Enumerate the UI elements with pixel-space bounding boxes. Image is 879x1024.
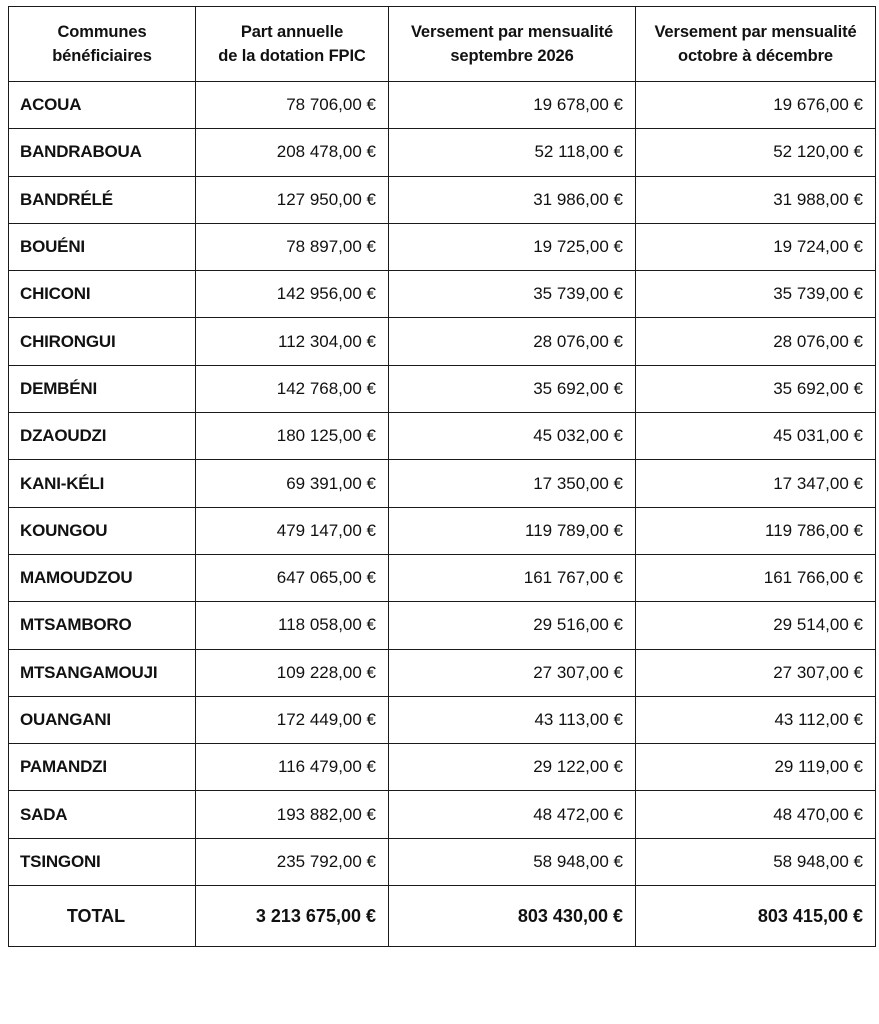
september-payment-cell: 45 032,00 € xyxy=(389,413,636,460)
header-september-payment xyxy=(389,7,636,82)
header-annual-line2: de la dotation FPIC xyxy=(218,47,366,65)
september-payment-cell: 35 739,00 € xyxy=(389,271,636,318)
commune-cell: TSINGONI xyxy=(9,838,196,885)
table-row xyxy=(9,838,876,885)
commune-cell: DZAOUDZI xyxy=(9,413,196,460)
header-octdec-line2: octobre à décembre xyxy=(677,47,833,65)
annual-share-cell: 78 897,00 € xyxy=(196,223,389,270)
september-payment-cell: 119 789,00 € xyxy=(389,507,636,554)
table-row xyxy=(9,271,876,318)
commune-cell: MTSAMBORO xyxy=(9,602,196,649)
table-row xyxy=(9,696,876,743)
oct-dec-payment-cell: 119 786,00 € xyxy=(636,507,876,554)
september-payment-cell: 28 076,00 € xyxy=(389,318,636,365)
table-row xyxy=(9,413,876,460)
oct-dec-payment-cell: 17 347,00 € xyxy=(636,460,876,507)
september-payment-cell: 19 725,00 € xyxy=(389,223,636,270)
header-communes-line2: bénéficiaires xyxy=(52,47,152,65)
table-row xyxy=(9,365,876,412)
oct-dec-payment-cell: 45 031,00 € xyxy=(636,413,876,460)
header-annual-line1: Part annuelle xyxy=(240,23,344,41)
annual-share-cell: 180 125,00 € xyxy=(196,413,389,460)
annual-share-cell: 118 058,00 € xyxy=(196,602,389,649)
september-payment-cell: 161 767,00 € xyxy=(389,554,636,601)
header-annual-share xyxy=(196,7,389,82)
total-row xyxy=(9,886,876,947)
table-row xyxy=(9,791,876,838)
september-payment-cell: 43 113,00 € xyxy=(389,696,636,743)
table-row xyxy=(9,744,876,791)
oct-dec-payment-cell: 19 724,00 € xyxy=(636,223,876,270)
annual-share-cell: 109 228,00 € xyxy=(196,649,389,696)
header-september-line1: Versement par mensualité xyxy=(410,23,614,41)
annual-share-cell: 78 706,00 € xyxy=(196,82,389,129)
oct-dec-payment-cell: 161 766,00 € xyxy=(636,554,876,601)
september-payment-cell: 31 986,00 € xyxy=(389,176,636,223)
annual-share-cell: 647 065,00 € xyxy=(196,554,389,601)
table-row xyxy=(9,507,876,554)
total-annual: 3 213 675,00 € xyxy=(196,886,389,947)
september-payment-cell: 35 692,00 € xyxy=(389,365,636,412)
september-payment-cell: 17 350,00 € xyxy=(389,460,636,507)
commune-cell: BOUÉNI xyxy=(9,223,196,270)
table-row xyxy=(9,129,876,176)
commune-cell: DEMBÉNI xyxy=(9,365,196,412)
commune-cell: KOUNGOU xyxy=(9,507,196,554)
oct-dec-payment-cell: 35 739,00 € xyxy=(636,271,876,318)
commune-cell: OUANGANI xyxy=(9,696,196,743)
annual-share-cell: 142 956,00 € xyxy=(196,271,389,318)
oct-dec-payment-cell: 27 307,00 € xyxy=(636,649,876,696)
commune-cell: CHICONI xyxy=(9,271,196,318)
table-row xyxy=(9,223,876,270)
annual-share-cell: 235 792,00 € xyxy=(196,838,389,885)
commune-cell: SADA xyxy=(9,791,196,838)
table-row xyxy=(9,554,876,601)
annual-share-cell: 208 478,00 € xyxy=(196,129,389,176)
oct-dec-payment-cell: 48 470,00 € xyxy=(636,791,876,838)
oct-dec-payment-cell: 52 120,00 € xyxy=(636,129,876,176)
commune-cell: KANI-KÉLI xyxy=(9,460,196,507)
total-oct-dec: 803 415,00 € xyxy=(636,886,876,947)
september-payment-cell: 58 948,00 € xyxy=(389,838,636,885)
commune-cell: BANDRÉLÉ xyxy=(9,176,196,223)
table-row xyxy=(9,602,876,649)
table-body xyxy=(9,82,876,886)
september-payment-cell: 48 472,00 € xyxy=(389,791,636,838)
commune-cell: MAMOUDZOU xyxy=(9,554,196,601)
september-payment-cell: 27 307,00 € xyxy=(389,649,636,696)
header-communes-line1: Communes xyxy=(57,23,147,41)
oct-dec-payment-cell: 31 988,00 € xyxy=(636,176,876,223)
header-september-line2: septembre 2026 xyxy=(450,47,574,65)
commune-cell: CHIRONGUI xyxy=(9,318,196,365)
total-september: 803 430,00 € xyxy=(389,886,636,947)
september-payment-cell: 29 122,00 € xyxy=(389,744,636,791)
commune-cell: MTSANGAMOUJI xyxy=(9,649,196,696)
september-payment-cell: 19 678,00 € xyxy=(389,82,636,129)
commune-cell: PAMANDZI xyxy=(9,744,196,791)
oct-dec-payment-cell: 28 076,00 € xyxy=(636,318,876,365)
oct-dec-payment-cell: 29 514,00 € xyxy=(636,602,876,649)
table-row xyxy=(9,649,876,696)
commune-cell: BANDRABOUA xyxy=(9,129,196,176)
september-payment-cell: 29 516,00 € xyxy=(389,602,636,649)
annual-share-cell: 479 147,00 € xyxy=(196,507,389,554)
oct-dec-payment-cell: 19 676,00 € xyxy=(636,82,876,129)
annual-share-cell: 69 391,00 € xyxy=(196,460,389,507)
fpic-allocation-table xyxy=(8,6,876,947)
annual-share-cell: 127 950,00 € xyxy=(196,176,389,223)
table-header-row xyxy=(9,7,876,82)
table-row xyxy=(9,176,876,223)
total-label: TOTAL xyxy=(9,886,196,947)
table-row xyxy=(9,82,876,129)
header-communes xyxy=(9,7,196,82)
annual-share-cell: 112 304,00 € xyxy=(196,318,389,365)
table-row xyxy=(9,318,876,365)
oct-dec-payment-cell: 35 692,00 € xyxy=(636,365,876,412)
header-oct-dec-payment xyxy=(636,7,876,82)
oct-dec-payment-cell: 58 948,00 € xyxy=(636,838,876,885)
header-octdec-line1: Versement par mensualité xyxy=(654,23,857,41)
annual-share-cell: 116 479,00 € xyxy=(196,744,389,791)
annual-share-cell: 193 882,00 € xyxy=(196,791,389,838)
commune-cell: ACOUA xyxy=(9,82,196,129)
oct-dec-payment-cell: 29 119,00 € xyxy=(636,744,876,791)
annual-share-cell: 172 449,00 € xyxy=(196,696,389,743)
september-payment-cell: 52 118,00 € xyxy=(389,129,636,176)
oct-dec-payment-cell: 43 112,00 € xyxy=(636,696,876,743)
table-row xyxy=(9,460,876,507)
annual-share-cell: 142 768,00 € xyxy=(196,365,389,412)
